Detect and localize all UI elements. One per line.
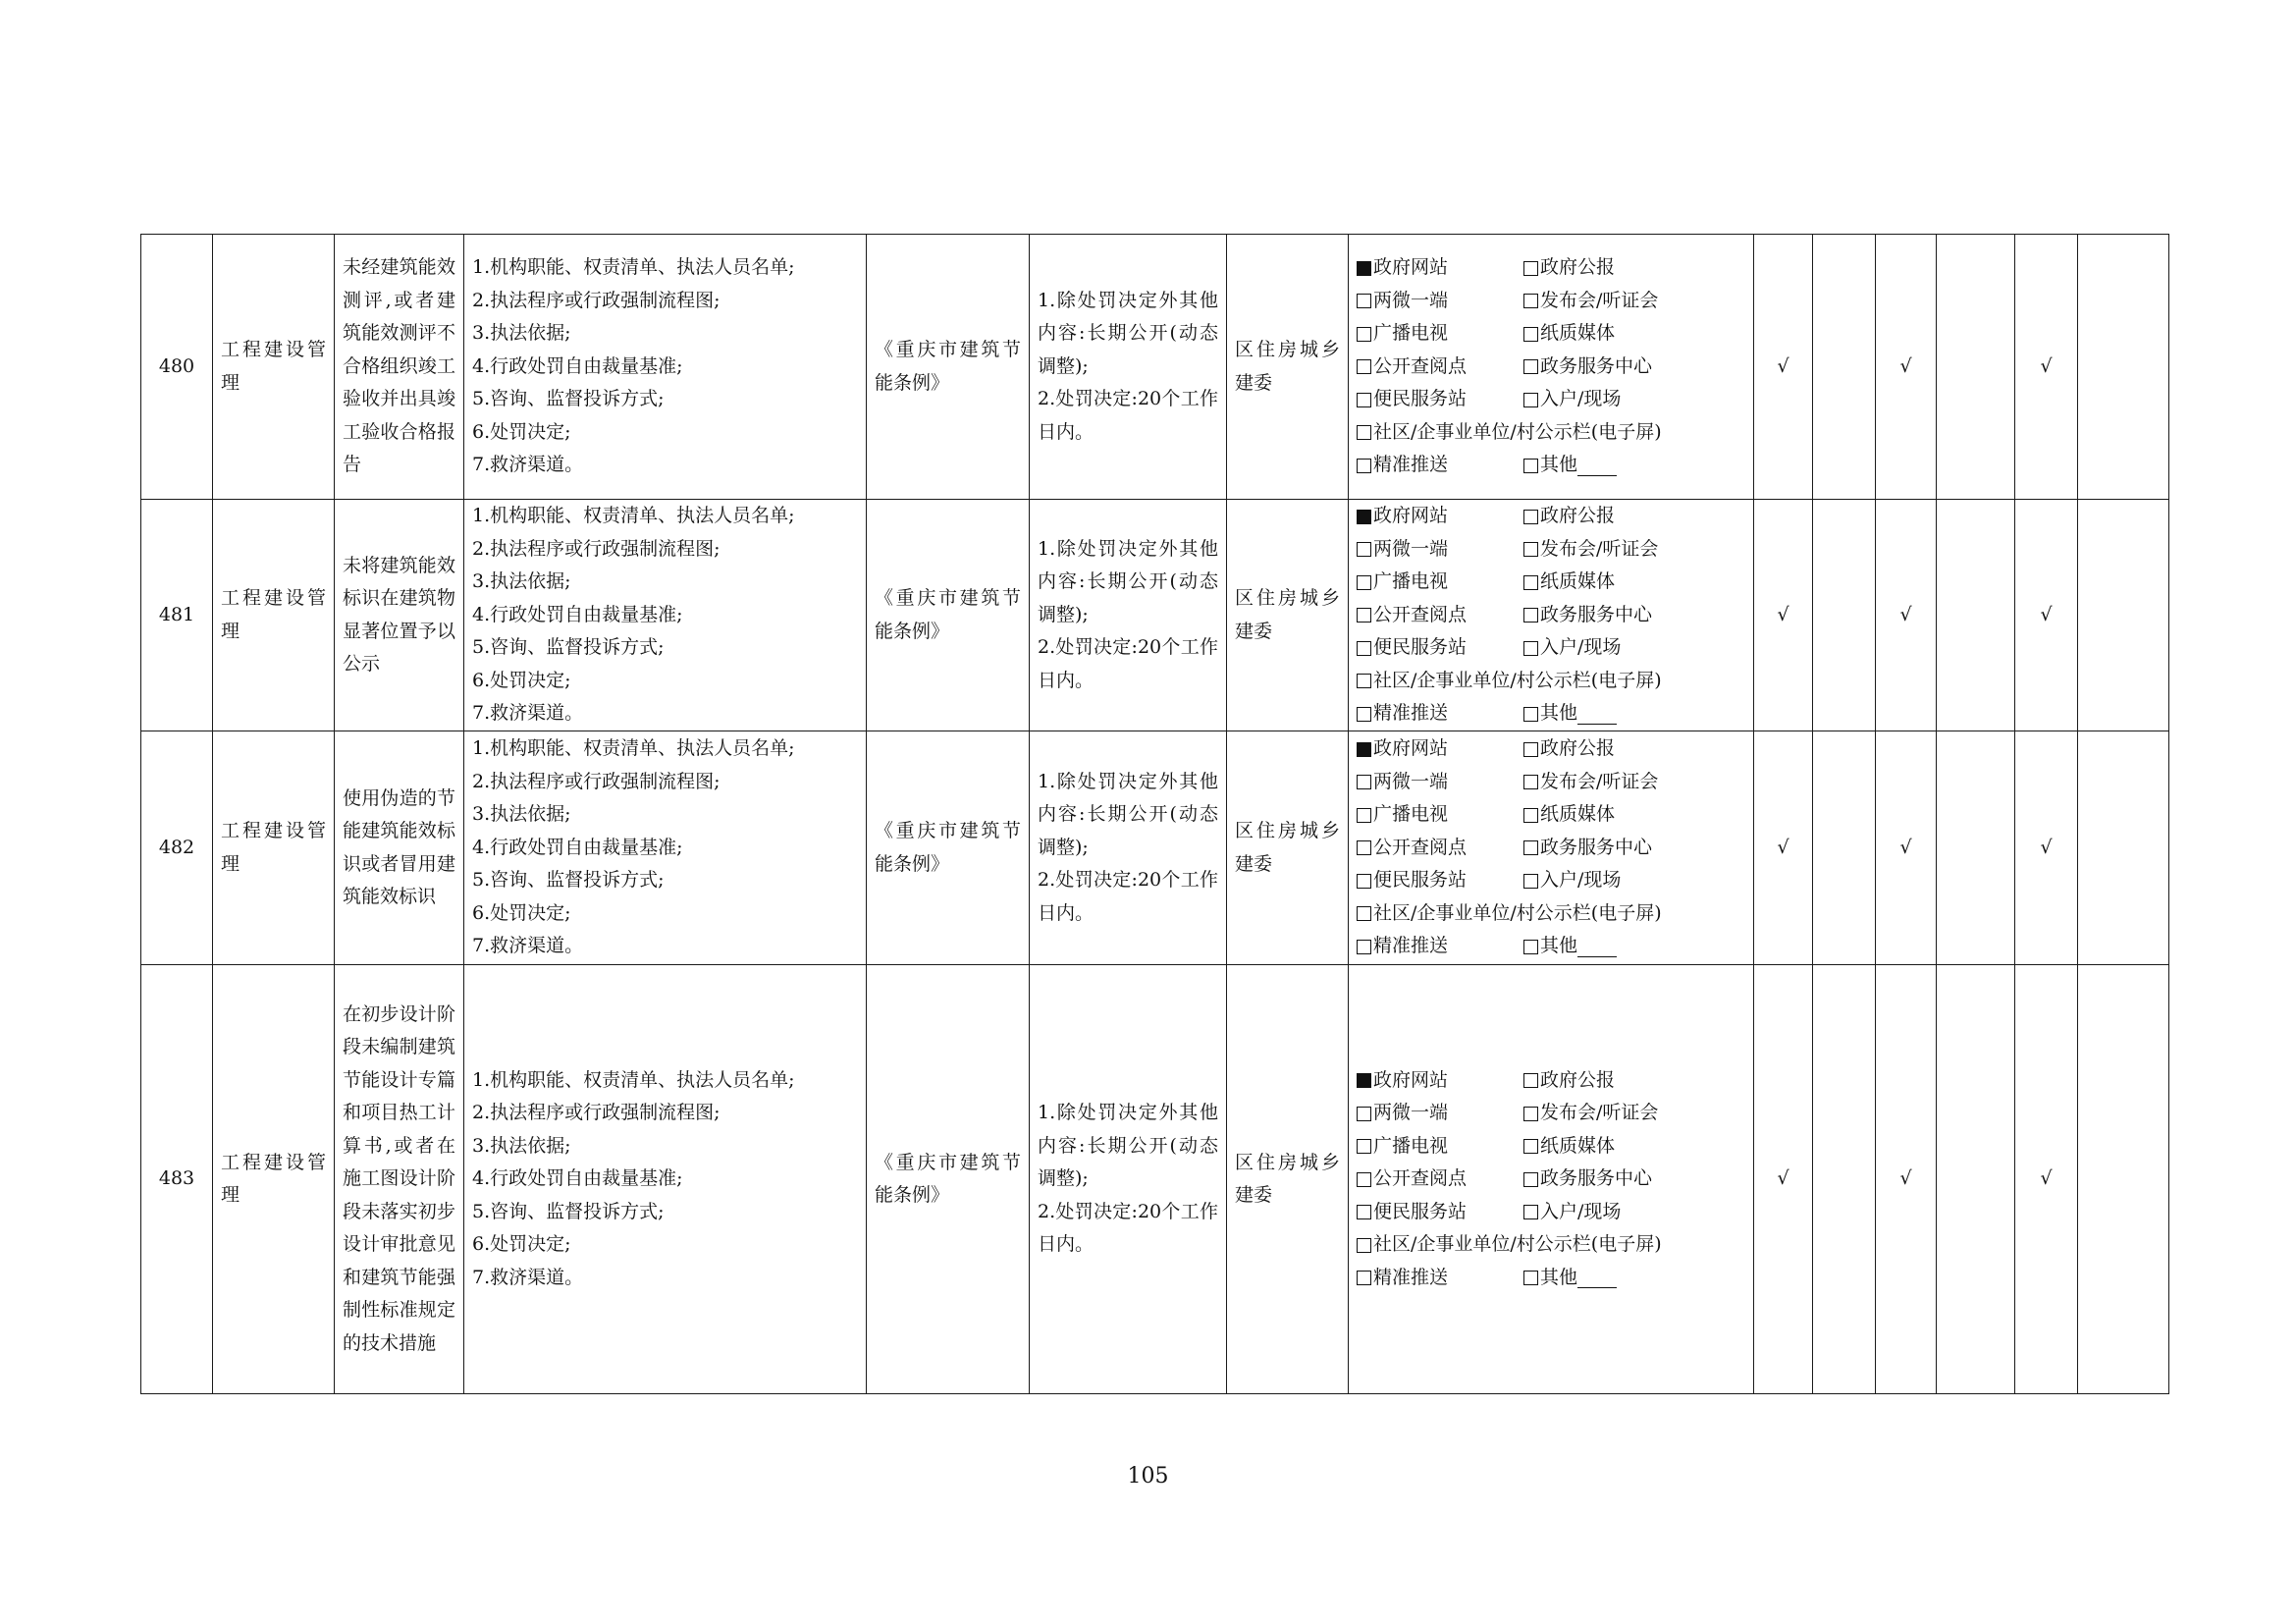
unchecked-box-icon[interactable]: [1523, 459, 1538, 473]
table-row: [141, 731, 2169, 965]
channel-option[interactable]: [1523, 766, 1658, 799]
row-timing: [1030, 500, 1227, 731]
row-timing: [1030, 731, 1227, 965]
check-mark: √: [1754, 731, 1813, 965]
channel-label: 其他: [1540, 1266, 1578, 1288]
content-line: 4.行政处罚自由裁量基准;: [472, 836, 683, 858]
unchecked-box-icon[interactable]: [1357, 940, 1371, 954]
unchecked-box-icon[interactable]: [1523, 742, 1538, 757]
row-disclosure-content: [464, 731, 867, 965]
channel-label: 社区/企事业单位/村公示栏(电子屏): [1373, 420, 1662, 443]
channel-row: [1357, 285, 1745, 318]
channel-label: 发布会/听证会: [1540, 289, 1659, 311]
row-disclosure-content: [464, 500, 867, 731]
timing-line: 1.除处罚决定外其他内容:长期公开(动态调整);: [1038, 1102, 1218, 1190]
channel-row: [1357, 449, 1745, 482]
channel-label: 便民服务站: [1373, 388, 1468, 410]
table-row: [141, 965, 2169, 1394]
unchecked-box-icon[interactable]: [1523, 294, 1538, 308]
content-line: 5.咨询、监督投诉方式;: [472, 388, 665, 410]
channel-option[interactable]: [1523, 599, 1652, 632]
channel-label: 入户/现场: [1540, 869, 1622, 892]
channel-row: [1357, 383, 1745, 416]
content-line: 2.执法程序或行政强制流程图;: [472, 770, 721, 792]
channel-option[interactable]: [1523, 832, 1652, 865]
channel-option[interactable]: [1523, 930, 1617, 963]
row-channels: [1349, 500, 1754, 731]
channel-label: 政府网站: [1373, 256, 1449, 279]
unchecked-box-icon[interactable]: [1523, 608, 1538, 623]
content-line: 6.处罚决定;: [472, 420, 571, 443]
unchecked-box-icon[interactable]: [1357, 459, 1371, 473]
content-line: 6.处罚决定;: [472, 669, 571, 691]
channel-option[interactable]: [1523, 533, 1658, 567]
content-line: 2.执法程序或行政强制流程图;: [472, 1102, 721, 1124]
channel-option[interactable]: [1357, 897, 1662, 931]
timing-line: 2.处罚决定:20个工作日内。: [1038, 1200, 1218, 1256]
channel-option[interactable]: [1357, 930, 1523, 963]
channel-option[interactable]: [1523, 566, 1615, 599]
row-category: 工程建设管理: [213, 965, 335, 1394]
channel-label: 纸质媒体: [1540, 570, 1616, 593]
unchecked-box-icon[interactable]: [1523, 707, 1538, 722]
channel-option[interactable]: [1357, 351, 1523, 384]
empty-cell: [2078, 731, 2169, 965]
timing-line: 1.除处罚决定外其他内容:长期公开(动态调整);: [1038, 770, 1218, 858]
unchecked-box-icon[interactable]: [1523, 1139, 1538, 1154]
channel-row: [1357, 1130, 1745, 1164]
channel-label: 纸质媒体: [1540, 803, 1616, 826]
channel-option[interactable]: [1357, 449, 1523, 482]
channel-label: 政务服务中心: [1540, 354, 1653, 377]
unchecked-box-icon[interactable]: [1523, 874, 1538, 889]
unchecked-box-icon[interactable]: [1357, 1238, 1371, 1253]
empty-cell: [1937, 235, 2015, 500]
timing-line: 1.除处罚决定外其他内容:长期公开(动态调整);: [1038, 289, 1218, 377]
channel-option[interactable]: [1357, 631, 1523, 665]
content-line: 3.执法依据;: [472, 1134, 571, 1157]
unchecked-box-icon[interactable]: [1523, 1271, 1538, 1285]
channel-label: 入户/现场: [1540, 1200, 1622, 1222]
channel-row: [1357, 798, 1745, 832]
row-item-name: 未将建筑能效标识在建筑物显著位置予以公示: [335, 500, 464, 731]
channel-label: 便民服务站: [1373, 869, 1468, 892]
channel-label: 精准推送: [1373, 1266, 1449, 1288]
unchecked-box-icon[interactable]: [1357, 674, 1371, 688]
row-timing: [1030, 965, 1227, 1394]
empty-cell: [1937, 500, 2015, 731]
channel-row: [1357, 317, 1745, 351]
channel-label: 精准推送: [1373, 702, 1449, 725]
channel-label: 社区/企事业单位/村公示栏(电子屏): [1373, 1233, 1662, 1256]
channel-label: 入户/现场: [1540, 388, 1622, 410]
channel-option[interactable]: [1357, 1163, 1523, 1196]
check-mark: √: [1754, 965, 1813, 1394]
channel-label: 政府公报: [1540, 256, 1616, 279]
content-line: 2.执法程序或行政强制流程图;: [472, 537, 721, 560]
channel-option[interactable]: [1523, 798, 1615, 832]
timing-line: 2.处罚决定:20个工作日内。: [1038, 388, 1218, 443]
unchecked-box-icon[interactable]: [1357, 1172, 1371, 1187]
channel-option[interactable]: [1523, 732, 1615, 766]
channel-row: [1357, 631, 1745, 665]
unchecked-box-icon[interactable]: [1357, 425, 1371, 440]
unchecked-box-icon[interactable]: [1523, 1205, 1538, 1219]
unchecked-box-icon[interactable]: [1523, 393, 1538, 407]
channel-option[interactable]: [1357, 697, 1523, 731]
channel-row: [1357, 533, 1745, 567]
channel-row: [1357, 766, 1745, 799]
content-line: 2.执法程序或行政强制流程图;: [472, 289, 721, 311]
fill-blank-line: [1577, 704, 1617, 725]
channel-label: 精准推送: [1373, 454, 1449, 476]
channel-row: [1357, 697, 1745, 731]
check-mark: √: [1876, 235, 1937, 500]
channel-label: 政府网站: [1373, 1068, 1449, 1091]
timing-line: 2.处罚决定:20个工作日内。: [1038, 636, 1218, 691]
channel-label: 广播电视: [1373, 803, 1449, 826]
content-line: 3.执法依据;: [472, 322, 571, 345]
fill-blank-line: [1577, 937, 1617, 957]
channel-option[interactable]: [1357, 1228, 1662, 1262]
content-line: 4.行政处罚自由裁量基准;: [472, 354, 683, 377]
channel-option[interactable]: [1523, 285, 1658, 318]
channel-label: 便民服务站: [1373, 1200, 1468, 1222]
row-number: 483: [141, 965, 213, 1394]
channel-label: 政府公报: [1540, 737, 1616, 760]
unchecked-box-icon[interactable]: [1357, 906, 1371, 921]
channel-row: [1357, 1064, 1745, 1098]
content-line: 6.处罚决定;: [472, 901, 571, 924]
channel-label: 公开查阅点: [1373, 836, 1468, 858]
row-basis: 《重庆市建筑节能条例》: [867, 500, 1030, 731]
check-mark: √: [2015, 500, 2078, 731]
empty-cell: [2078, 965, 2169, 1394]
unchecked-box-icon[interactable]: [1357, 1271, 1371, 1285]
empty-cell: [2078, 235, 2169, 500]
channel-row: [1357, 251, 1745, 285]
channel-option[interactable]: [1357, 383, 1523, 416]
channel-label: 政务服务中心: [1540, 603, 1653, 625]
table-row: [141, 500, 2169, 731]
channel-label: 公开查阅点: [1373, 1167, 1468, 1190]
checked-box-icon[interactable]: [1357, 1073, 1371, 1088]
unchecked-box-icon[interactable]: [1523, 1172, 1538, 1187]
channel-option[interactable]: [1523, 631, 1621, 665]
unchecked-box-icon[interactable]: [1357, 542, 1371, 557]
channel-label: 其他: [1540, 935, 1578, 957]
unchecked-box-icon[interactable]: [1523, 261, 1538, 276]
channel-option[interactable]: [1357, 1097, 1523, 1130]
unchecked-box-icon[interactable]: [1357, 393, 1371, 407]
content-line: 5.咨询、监督投诉方式;: [472, 636, 665, 659]
row-item-name: 未经建筑能效测评,或者建筑能效测评不合格组织竣工验收并出具竣工验收合格报告: [335, 235, 464, 500]
unchecked-box-icon[interactable]: [1357, 808, 1371, 823]
unchecked-box-icon[interactable]: [1523, 542, 1538, 557]
check-mark: √: [1754, 235, 1813, 500]
channel-option[interactable]: [1357, 732, 1523, 766]
channel-label: 公开查阅点: [1373, 603, 1468, 625]
channel-label: 政务服务中心: [1540, 836, 1653, 858]
empty-cell: [1813, 500, 1876, 731]
unchecked-box-icon[interactable]: [1523, 840, 1538, 855]
check-mark: √: [2015, 235, 2078, 500]
channel-label: 入户/现场: [1540, 636, 1622, 659]
channel-row: [1357, 566, 1745, 599]
channel-option[interactable]: [1357, 416, 1662, 450]
row-channels: [1349, 965, 1754, 1394]
empty-cell: [1813, 731, 1876, 965]
channel-option[interactable]: [1357, 317, 1523, 351]
row-subject: 区住房城乡建委: [1227, 235, 1349, 500]
page-number: 105: [1127, 1464, 1169, 1489]
channel-option[interactable]: [1357, 1196, 1523, 1229]
empty-cell: [1937, 731, 2015, 965]
check-mark: √: [1876, 500, 1937, 731]
channel-option[interactable]: [1357, 1130, 1523, 1164]
channel-label: 政务服务中心: [1540, 1167, 1653, 1190]
row-category: 工程建设管理: [213, 235, 335, 500]
channel-option[interactable]: [1357, 1064, 1523, 1098]
channel-row: [1357, 351, 1745, 384]
channel-option[interactable]: [1357, 832, 1523, 865]
row-basis: 《重庆市建筑节能条例》: [867, 235, 1030, 500]
channel-row: [1357, 1097, 1745, 1130]
channel-label: 纸质媒体: [1540, 1134, 1616, 1157]
channel-label: 政府公报: [1540, 505, 1616, 527]
channel-label: 两微一端: [1373, 770, 1449, 792]
channel-row: [1357, 864, 1745, 897]
channel-option[interactable]: [1357, 566, 1523, 599]
unchecked-box-icon[interactable]: [1523, 775, 1538, 789]
content-line: 1.机构职能、权责清单、执法人员名单;: [472, 505, 795, 527]
row-category: 工程建设管理: [213, 500, 335, 731]
channel-option[interactable]: [1523, 1163, 1652, 1196]
channel-option[interactable]: [1357, 864, 1523, 897]
channel-row: [1357, 416, 1745, 450]
unchecked-box-icon[interactable]: [1357, 1205, 1371, 1219]
check-mark: √: [1754, 500, 1813, 731]
unchecked-box-icon[interactable]: [1523, 641, 1538, 656]
row-basis: 《重庆市建筑节能条例》: [867, 965, 1030, 1394]
channel-label: 广播电视: [1373, 1134, 1449, 1157]
channel-row: [1357, 599, 1745, 632]
channel-label: 便民服务站: [1373, 636, 1468, 659]
channel-label: 社区/企事业单位/村公示栏(电子屏): [1373, 901, 1662, 924]
fill-blank-line: [1577, 456, 1617, 476]
disclosure-table: [140, 234, 2169, 1394]
row-channels: [1349, 731, 1754, 965]
row-item-name: 在初步设计阶段未编制建筑节能设计专篇和项目热工计算书,或者在施工图设计阶段未落实初步设计审批意见和建筑节能强制性标准规定的技术措施: [335, 965, 464, 1394]
timing-line: 1.除处罚决定外其他内容:长期公开(动态调整);: [1038, 537, 1218, 625]
channel-option[interactable]: [1357, 285, 1523, 318]
row-channels: [1349, 235, 1754, 500]
content-line: 6.处罚决定;: [472, 1233, 571, 1256]
checked-box-icon[interactable]: [1357, 742, 1371, 757]
unchecked-box-icon[interactable]: [1523, 510, 1538, 524]
row-subject: 区住房城乡建委: [1227, 965, 1349, 1394]
unchecked-box-icon[interactable]: [1357, 641, 1371, 656]
channel-row: [1357, 500, 1745, 533]
content-line: 3.执法依据;: [472, 570, 571, 593]
check-mark: √: [2015, 965, 2078, 1394]
channel-option[interactable]: [1523, 864, 1621, 897]
channel-option[interactable]: [1523, 1262, 1617, 1295]
row-subject: 区住房城乡建委: [1227, 500, 1349, 731]
channel-label: 两微一端: [1373, 537, 1449, 560]
channel-row: [1357, 1228, 1745, 1262]
channel-option[interactable]: [1523, 351, 1652, 384]
content-line: 7.救济渠道。: [472, 935, 584, 957]
channel-option[interactable]: [1357, 500, 1523, 533]
channel-row: [1357, 732, 1745, 766]
check-mark: √: [1876, 965, 1937, 1394]
content-line: 5.咨询、监督投诉方式;: [472, 869, 665, 892]
channel-label: 发布会/听证会: [1540, 537, 1659, 560]
unchecked-box-icon[interactable]: [1357, 1107, 1371, 1121]
channel-row: [1357, 1262, 1745, 1295]
unchecked-box-icon[interactable]: [1523, 808, 1538, 823]
content-line: 1.机构职能、权责清单、执法人员名单;: [472, 737, 795, 760]
channel-option[interactable]: [1523, 1196, 1621, 1229]
row-timing: [1030, 235, 1227, 500]
channel-label: 其他: [1540, 702, 1578, 725]
checked-box-icon[interactable]: [1357, 510, 1371, 524]
content-line: 1.机构职能、权责清单、执法人员名单;: [472, 1068, 795, 1091]
channel-row: [1357, 930, 1745, 963]
channel-option[interactable]: [1523, 317, 1615, 351]
channel-row: [1357, 1196, 1745, 1229]
unchecked-box-icon[interactable]: [1523, 1073, 1538, 1088]
channel-option[interactable]: [1357, 766, 1523, 799]
channel-label: 公开查阅点: [1373, 354, 1468, 377]
unchecked-box-icon[interactable]: [1357, 608, 1371, 623]
row-disclosure-content: [464, 235, 867, 500]
check-mark: √: [1876, 731, 1937, 965]
channel-label: 发布会/听证会: [1540, 770, 1659, 792]
content-line: 4.行政处罚自由裁量基准;: [472, 603, 683, 625]
channel-option[interactable]: [1357, 599, 1523, 632]
content-line: 1.机构职能、权责清单、执法人员名单;: [472, 256, 795, 279]
channel-label: 广播电视: [1373, 570, 1449, 593]
unchecked-box-icon[interactable]: [1357, 1139, 1371, 1154]
content-line: 7.救济渠道。: [472, 702, 584, 725]
channel-label: 政府网站: [1373, 505, 1449, 527]
unchecked-box-icon[interactable]: [1357, 840, 1371, 855]
unchecked-box-icon[interactable]: [1357, 707, 1371, 722]
channel-row: [1357, 897, 1745, 931]
channel-label: 两微一端: [1373, 289, 1449, 311]
table-row: [141, 235, 2169, 500]
channel-label: 精准推送: [1373, 935, 1449, 957]
unchecked-box-icon[interactable]: [1523, 327, 1538, 342]
channel-label: 政府网站: [1373, 737, 1449, 760]
row-category: 工程建设管理: [213, 731, 335, 965]
channel-option[interactable]: [1523, 1097, 1658, 1130]
content-line: 7.救济渠道。: [472, 454, 584, 476]
checked-box-icon[interactable]: [1357, 261, 1371, 276]
fill-blank-line: [1577, 1268, 1617, 1288]
unchecked-box-icon[interactable]: [1523, 359, 1538, 374]
row-subject: 区住房城乡建委: [1227, 731, 1349, 965]
channel-option[interactable]: [1523, 251, 1615, 285]
channel-option[interactable]: [1523, 1130, 1615, 1164]
empty-cell: [1813, 235, 1876, 500]
channel-option[interactable]: [1523, 449, 1617, 482]
channel-label: 广播电视: [1373, 322, 1449, 345]
channel-option[interactable]: [1523, 500, 1615, 533]
unchecked-box-icon[interactable]: [1357, 775, 1371, 789]
channel-option[interactable]: [1357, 533, 1523, 567]
content-line: 7.救济渠道。: [472, 1266, 584, 1288]
unchecked-box-icon[interactable]: [1357, 327, 1371, 342]
channel-row: [1357, 665, 1745, 698]
empty-cell: [1937, 965, 2015, 1394]
row-disclosure-content: [464, 965, 867, 1394]
row-number: 482: [141, 731, 213, 965]
content-line: 4.行政处罚自由裁量基准;: [472, 1167, 683, 1190]
unchecked-box-icon[interactable]: [1357, 575, 1371, 590]
channel-label: 发布会/听证会: [1540, 1102, 1659, 1124]
channel-label: 政府公报: [1540, 1068, 1616, 1091]
channel-option[interactable]: [1523, 697, 1617, 731]
channel-label: 两微一端: [1373, 1102, 1449, 1124]
unchecked-box-icon[interactable]: [1523, 575, 1538, 590]
content-line: 3.执法依据;: [472, 803, 571, 826]
timing-line: 2.处罚决定:20个工作日内。: [1038, 869, 1218, 924]
unchecked-box-icon[interactable]: [1523, 1107, 1538, 1121]
channel-option[interactable]: [1523, 383, 1621, 416]
row-item-name: 使用伪造的节能建筑能效标识或者冒用建筑能效标识: [335, 731, 464, 965]
channel-option[interactable]: [1523, 1064, 1615, 1098]
channel-label: 其他: [1540, 454, 1578, 476]
empty-cell: [2078, 500, 2169, 731]
unchecked-box-icon[interactable]: [1357, 294, 1371, 308]
empty-cell: [1813, 965, 1876, 1394]
channel-option[interactable]: [1357, 798, 1523, 832]
unchecked-box-icon[interactable]: [1357, 359, 1371, 374]
unchecked-box-icon[interactable]: [1357, 874, 1371, 889]
channel-row: [1357, 1163, 1745, 1196]
channel-option[interactable]: [1357, 251, 1523, 285]
channel-option[interactable]: [1357, 1262, 1523, 1295]
channel-option[interactable]: [1357, 665, 1662, 698]
check-mark: √: [2015, 731, 2078, 965]
unchecked-box-icon[interactable]: [1523, 940, 1538, 954]
row-number: 480: [141, 235, 213, 500]
content-line: 5.咨询、监督投诉方式;: [472, 1200, 665, 1222]
channel-label: 社区/企事业单位/村公示栏(电子屏): [1373, 669, 1662, 691]
row-number: 481: [141, 500, 213, 731]
channel-row: [1357, 832, 1745, 865]
channel-label: 纸质媒体: [1540, 322, 1616, 345]
row-basis: 《重庆市建筑节能条例》: [867, 731, 1030, 965]
